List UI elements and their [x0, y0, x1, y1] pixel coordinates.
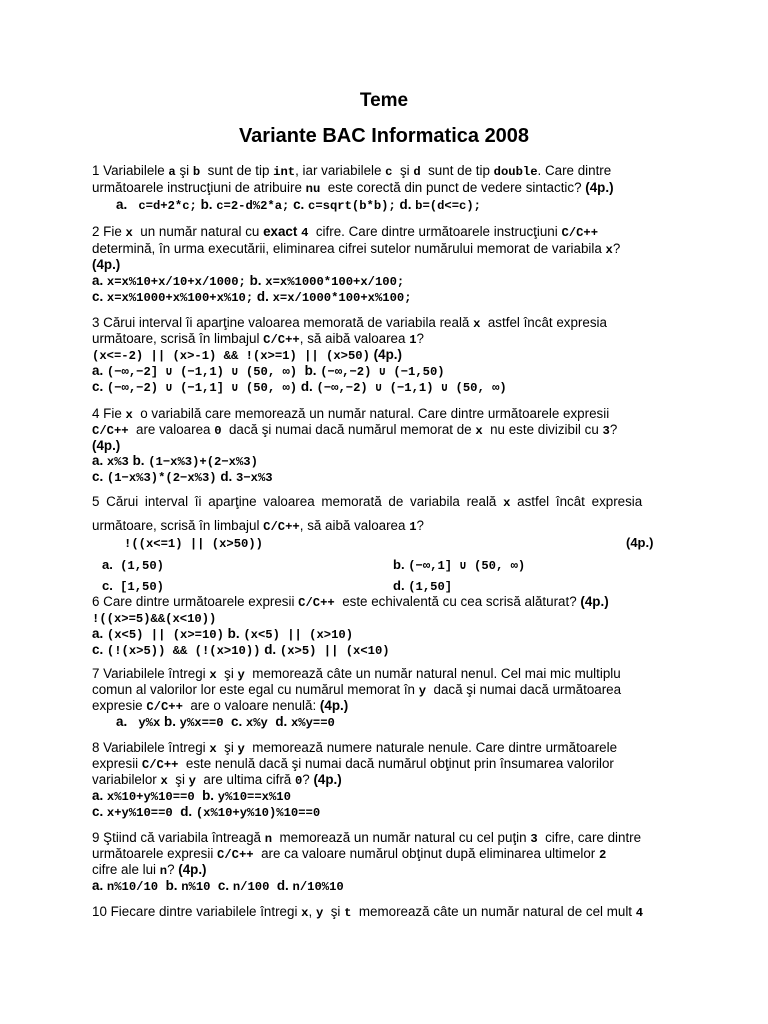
- q2-line-2: determină, în urma executării, eliminarea cifrei sutelor numărului memorat de variabila x?: [92, 241, 621, 257]
- q2-options-1: a. x=x%10+x/10+x/1000; b. x=x%1000*100+x/100;: [92, 273, 405, 289]
- q4-options-1: a. x%3 b. (1−x%3)+(2−x%3): [92, 453, 258, 469]
- q1-line-1: 1 Variabilele a şi b sunt de tip int, iar variabilele c şi d sunt de tip double. Care dintre: [92, 163, 612, 179]
- q5-option-d: d. (1,50]: [393, 578, 453, 594]
- q8-options-2: c. x+y%10==0 d. (x%10+y%10)%10==0: [92, 804, 321, 820]
- q5-option-c: c. [1,50): [102, 578, 164, 594]
- q7-options: a. y%x b. y%x==0 c. x%y d. x%y==0: [116, 714, 335, 730]
- q2-options-2: c. x=x%1000+x%100+x%10; d. x=x/1000*100+x%100;: [92, 289, 412, 305]
- q10-line-1: 10 Fiecare dintre variabilele întregi x, y şi t memorează câte un număr natural de cel mult 4: [92, 904, 644, 920]
- q4-line-2: C/C++ are valoarea 0 dacă şi numai dacă numărul memorat de x nu este divizibil cu 3?: [92, 422, 618, 438]
- q3-line-2: următoare, scrisă în limbajul C/C++, să aibă valoarea 1?: [92, 331, 424, 347]
- q5-points: (4p.): [626, 535, 654, 550]
- q1-line-2: următoarele instrucţiuni de atribuire nu este corectă din punct de vedere sintactic? (4p.): [92, 180, 614, 196]
- q4-options-2: c. (1−x%3)*(2−x%3) d. 3−x%3: [92, 469, 273, 485]
- q8-line-3: variabilelor x şi y are ultima cifră 0? (4p.): [92, 772, 342, 788]
- q9-line-2: următoarele expresii C/C++ are ca valoare numărul obţinut după eliminarea ultimelor 2: [92, 846, 607, 862]
- q3-expression: (x<=-2) || (x>-1) && !(x>=1) || (x>50) (4p.): [92, 347, 402, 363]
- q6-options-2: c. (!(x>5)) && (!(x>10)) d. (x>5) || (x<10): [92, 642, 390, 658]
- q5-line-2: următoare, scrisă în limbajul C/C++, să aibă valoarea 1?: [92, 518, 424, 534]
- q7-line-2: comun al valorilor lor este egal cu numărul memorat în y dacă şi numai dacă următoarea: [92, 682, 622, 698]
- q9-line-3: cifre ale lui n? (4p.): [92, 862, 207, 878]
- q2-points: (4p.): [92, 257, 121, 272]
- page-subtitle: Variante BAC Informatica 2008: [238, 125, 530, 147]
- q4-points: (4p.): [92, 438, 121, 453]
- q6-expression: !((x>=5)&&(x<10)): [92, 612, 217, 626]
- q5-expression: !((x<=1) || (x>50)): [124, 537, 263, 551]
- q6-line-1: 6 Care dintre următoarele expresii C/C++ este echivalentă cu cea scrisă alăturat? (4p.): [92, 594, 609, 610]
- q3-options-1: a. (−∞,−2] ∪ (−1,1) ∪ (50, ∞) b. (−∞,−2) ∪ (−1,50): [92, 363, 445, 379]
- q8-options-1: a. x%10+y%10==0 b. y%10==x%10: [92, 788, 291, 804]
- q2-line-1: 2 Fie x un număr natural cu exact 4 cifre. Care dintre următoarele instrucţiuni C/C++: [92, 224, 599, 240]
- q3-options-2: c. (−∞,−2) ∪ (−1,1] ∪ (50, ∞) d. (−∞,−2) ∪ (−1,1) ∪ (50, ∞): [92, 379, 507, 395]
- q4-line-1: 4 Fie x o variabilă care memorează un număr natural. Care dintre următoarele expresii: [92, 406, 610, 422]
- q9-options: a. n%10/10 b. n%10 c. n/100 d. n/10%10: [92, 878, 344, 894]
- q5-option-a: a. (1,50): [102, 557, 164, 573]
- q5-line-1: 5 Cărui interval îi aparţine valoarea memorată de variabila reală x astfel încât expresia: [92, 494, 643, 510]
- q6-options-1: a. (x<5) || (x>=10) b. (x<5) || (x>10): [92, 626, 354, 642]
- q7-line-1: 7 Variabilele întregi x şi y memorează câte un număr natural nenul. Cel mai mic multiplu: [92, 666, 621, 682]
- q8-line-1: 8 Variabilele întregi x şi y memorează numere naturale nenule. Care dintre următoarele: [92, 740, 618, 756]
- q9-line-1: 9 Ştiind că variabila întreagă n memorează un număr natural cu cel puţin 3 cifre, care dintre: [92, 830, 642, 846]
- page-title: Teme: [359, 90, 409, 111]
- q7-line-3: expresie C/C++ are o valoare nenulă: (4p.): [92, 698, 349, 714]
- q5-option-b: b. (−∞,1] ∪ (50, ∞): [393, 557, 526, 573]
- q3-line-1: 3 Cărui interval îi aparţine valoarea memorată de variabila reală x astfel încât expresia: [92, 315, 607, 331]
- q8-line-2: expresii C/C++ este nenulă dacă şi numai dacă numărul obţinut prin însumarea valorilor: [92, 756, 614, 772]
- q1-options: a. c=d+2*c; b. c=2-d%2*a; c. c=sqrt(b*b); d. b=(d<=c);: [116, 197, 481, 213]
